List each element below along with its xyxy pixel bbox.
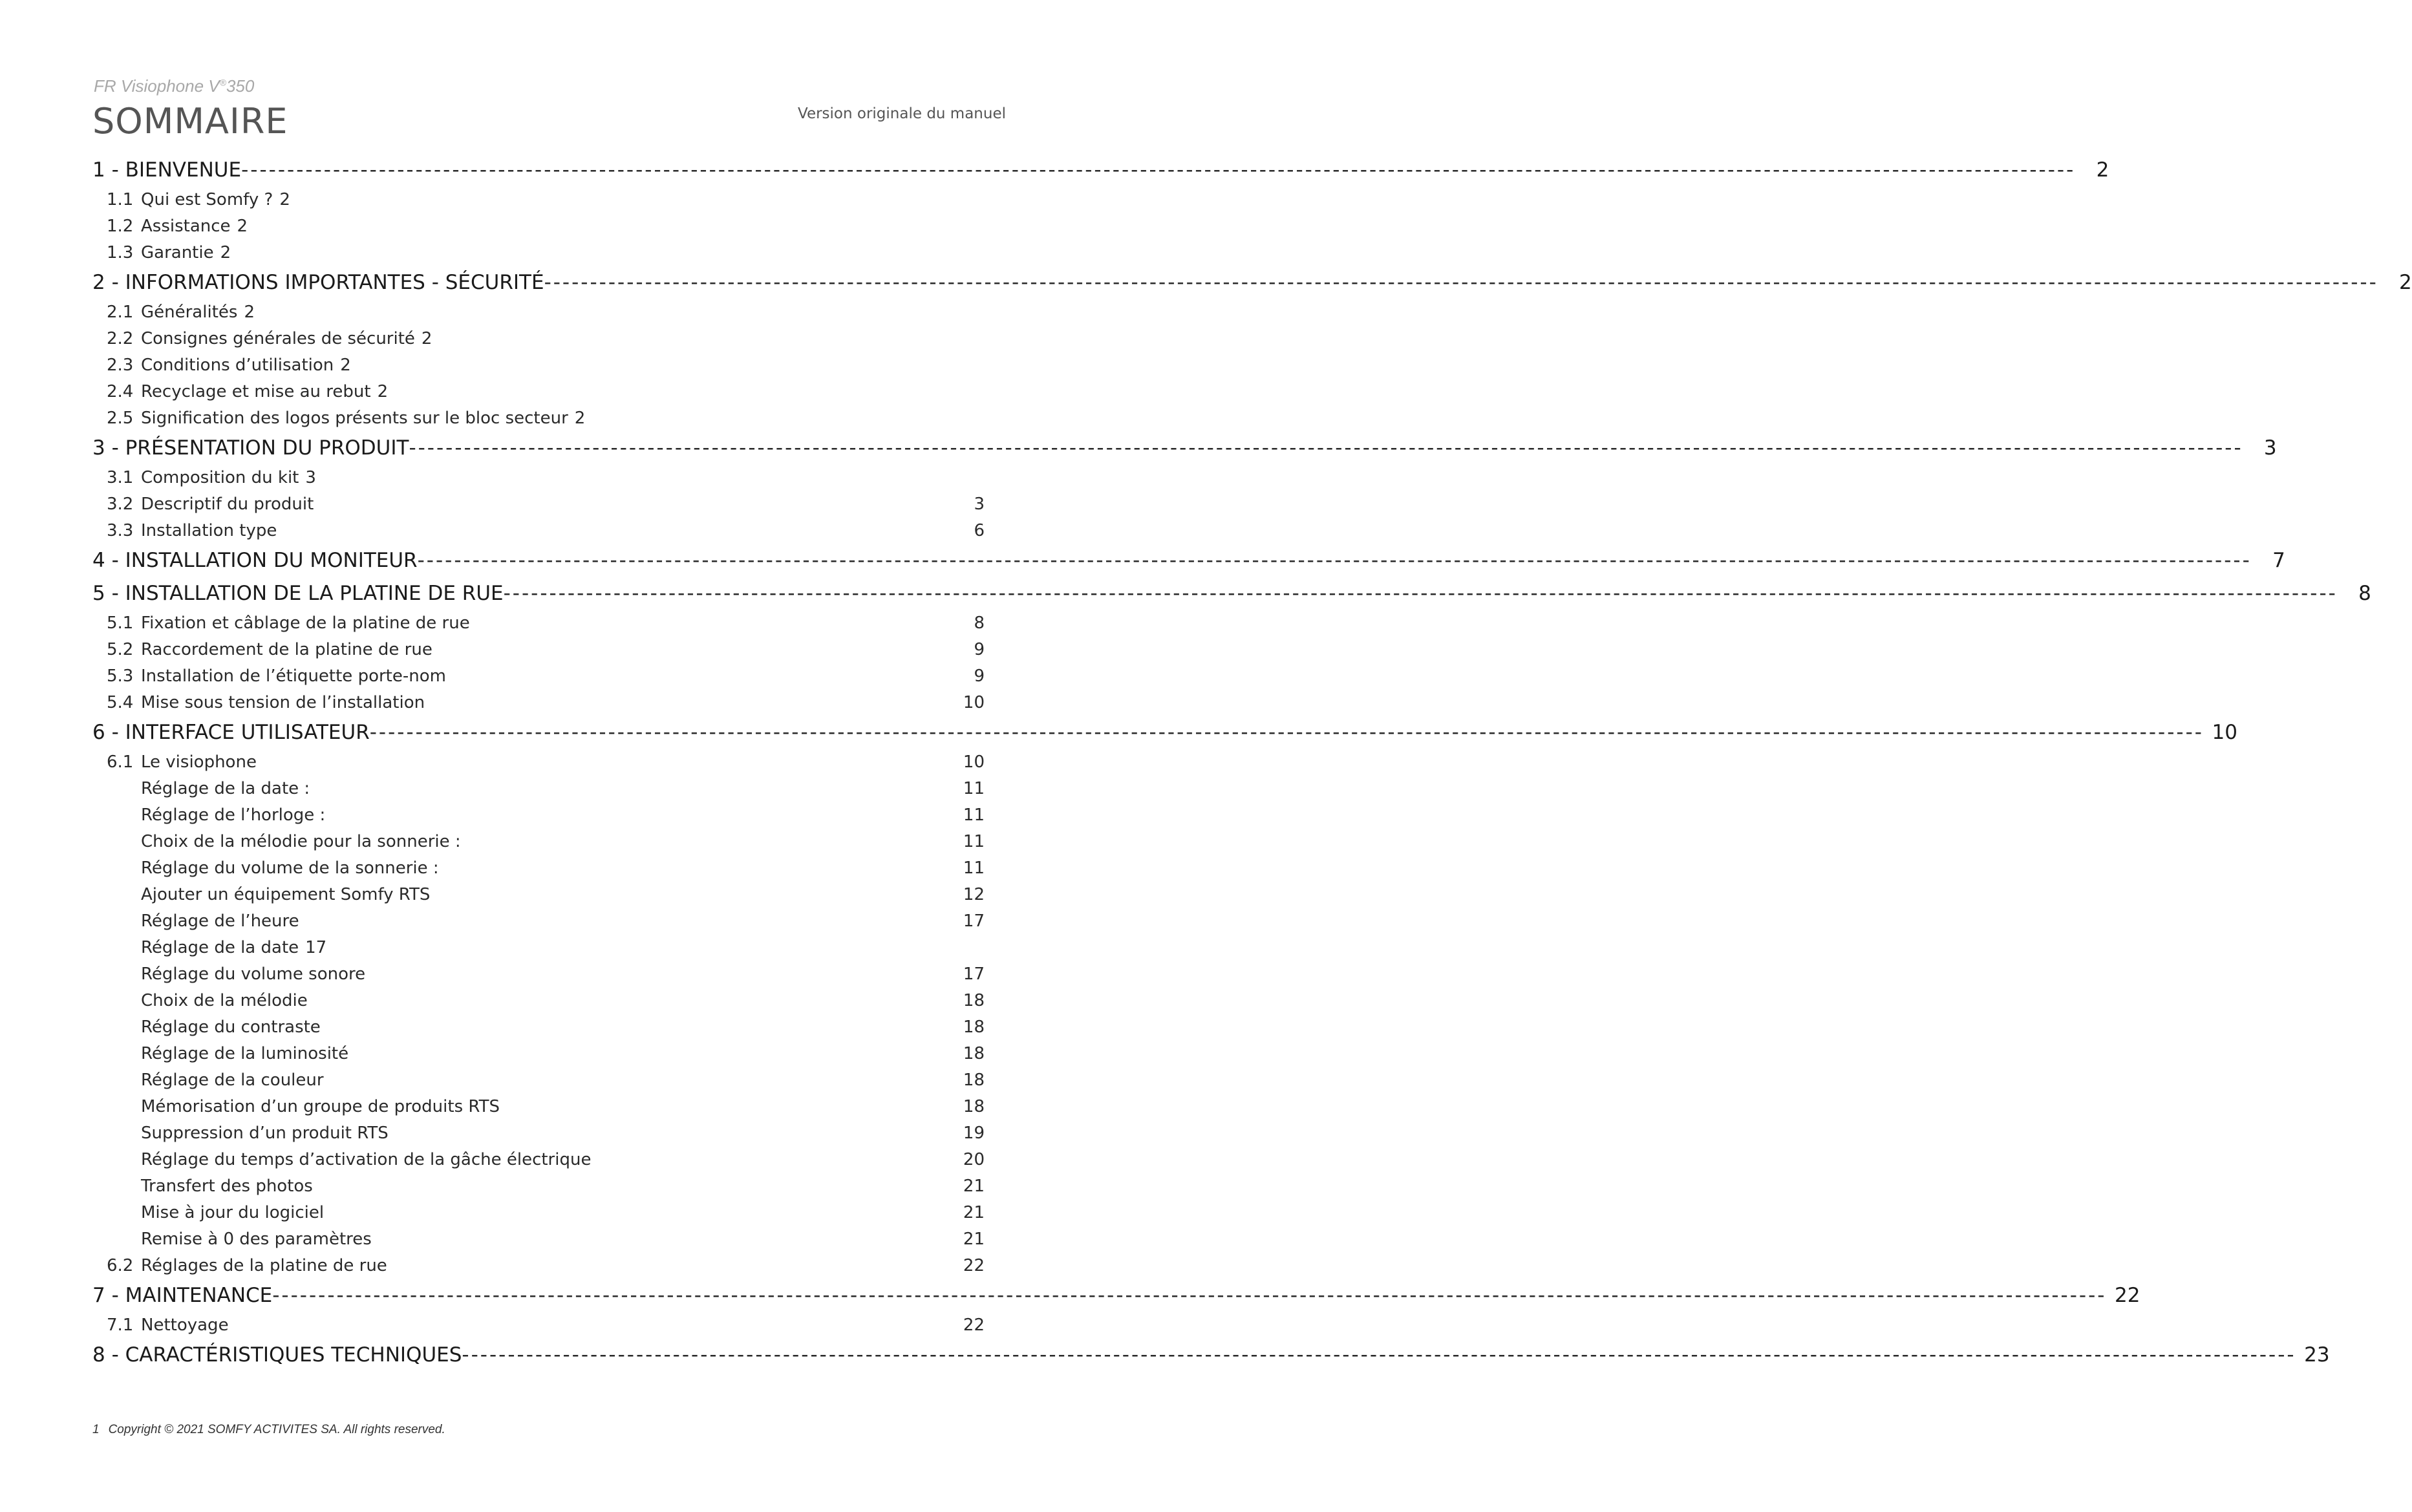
toc-page-number: 2 [340, 356, 351, 375]
toc-subsection-number: 5.2 [107, 640, 134, 659]
toc-page-number: 18 [963, 1044, 985, 1063]
page-footer [92, 1423, 445, 1437]
toc-page-number: 11 [963, 805, 985, 825]
toc-section-title: 2 - INFORMATIONS IMPORTANTES - SÉCURITÉ [92, 271, 544, 294]
toc-subsection-entry[interactable] [92, 1312, 985, 1339]
toc-subsection-title: Réglage du contraste [141, 1017, 321, 1037]
toc-subsection-title: Assistance [141, 217, 231, 236]
toc-subsection-entry[interactable] [92, 908, 985, 935]
toc-page-number: 2 [237, 217, 248, 236]
toc-page-number: 23 [2304, 1343, 2330, 1367]
toc-subsection-entry[interactable] [92, 610, 985, 637]
toc-page-number: 20 [963, 1150, 985, 1169]
toc-subsection-title: Réglage de la date : [141, 779, 310, 798]
toc-page-number: 2 [377, 382, 389, 401]
toc-page-number: 18 [963, 1070, 985, 1090]
toc-subsection-title: Conditions d’utilisation [141, 356, 334, 375]
version-note: Version originale du manuel [798, 105, 1006, 122]
toc-page-number: 22 [963, 1256, 985, 1275]
toc-page-number: 2 [2399, 271, 2412, 294]
toc-section-entry[interactable] [92, 154, 2109, 187]
toc-subsection-number: 5.1 [107, 613, 134, 633]
toc-subsection-entry[interactable] [92, 326, 985, 352]
toc-subsection-title: Fixation et câblage de la platine de rue [141, 613, 470, 633]
toc-dot-leader: -------------------------------------------------------------------------------------------------------------------------------------------------------------------------------------------------------- [409, 436, 2243, 460]
footer-page-number: 1 [92, 1423, 100, 1436]
toc-page-number: 2 [2096, 158, 2109, 182]
toc-section-title: 7 - MAINTENANCE [92, 1284, 273, 1307]
toc-subsection-entry[interactable] [92, 1094, 985, 1120]
toc-subsection-entry[interactable] [92, 802, 985, 829]
toc-subsection-number: 3.2 [107, 495, 134, 514]
toc-section-title: 6 - INTERFACE UTILISATEUR [92, 721, 370, 744]
toc-page-number: 2 [244, 303, 255, 322]
toc-subsection-title: Composition du kit [141, 468, 299, 487]
toc-page-number: 2 [574, 409, 586, 428]
toc-subsection-title: Le visiophone [141, 752, 257, 772]
toc-subsection-title: Installation type [141, 521, 277, 540]
toc-page-number: 8 [2358, 582, 2371, 605]
toc-section-entry[interactable] [92, 1279, 2140, 1312]
toc-subsection-title: Réglage de l’heure [141, 911, 299, 931]
toc-section-entry[interactable] [92, 716, 2237, 749]
toc-subsection-entry[interactable] [92, 663, 985, 690]
toc-subsection-entry[interactable] [92, 776, 985, 802]
toc-page-number: 17 [305, 938, 327, 957]
toc-subsection-title: Installation de l’étiquette porte-nom [141, 666, 446, 686]
toc-page-number: 6 [974, 521, 985, 540]
toc-page-number: 9 [974, 640, 985, 659]
toc-subsection-entry[interactable] [92, 1067, 985, 1094]
toc-subsection-title: Signification des logos présents sur le bloc secteur [141, 409, 568, 428]
toc-subsection-number: 2.1 [107, 303, 134, 322]
toc-subsection-entry[interactable] [92, 1014, 985, 1041]
toc-dot-leader: -------------------------------------------------------------------------------------------------------------------------------------------------------------------------------------------------------- [241, 158, 2076, 182]
toc-subsection-number: 2.3 [107, 356, 134, 375]
toc-subsection-title: Consignes générales de sécurité [141, 329, 415, 348]
toc-subsection-title: Garantie [141, 243, 214, 262]
toc-subsection-number: 1.1 [107, 190, 134, 209]
toc-page-number: 19 [963, 1123, 985, 1143]
toc-subsection-title: Réglage du volume de la sonnerie : [141, 858, 439, 878]
toc-subsection-title: Choix de la mélodie [141, 991, 308, 1010]
toc-subsection-entry[interactable] [92, 882, 985, 908]
toc-subsection-number: 1.3 [107, 243, 134, 262]
toc-page-number: 8 [974, 613, 985, 633]
toc-section-entry[interactable] [92, 1339, 2330, 1372]
toc-subsection-title: Mise sous tension de l’installation [141, 693, 425, 712]
toc-page-number: 18 [963, 1097, 985, 1116]
toc-page-number: 18 [963, 1017, 985, 1037]
toc-subsection-entry[interactable] [92, 829, 985, 855]
toc-subsection-entry[interactable] [92, 405, 985, 432]
toc-page-number: 11 [963, 858, 985, 878]
toc-page-number: 3 [974, 495, 985, 514]
toc-subsection-entry[interactable] [92, 187, 985, 213]
toc-subsection-number: 2.2 [107, 329, 134, 348]
toc-subsection-title: Réglage du volume sonore [141, 964, 366, 984]
toc-page-number: 21 [963, 1230, 985, 1249]
toc-page-number: 10 [963, 752, 985, 772]
toc-dot-leader: -------------------------------------------------------------------------------------------------------------------------------------------------------------------------------------------------------- [462, 1343, 2296, 1367]
toc-page-number: 10 [963, 693, 985, 712]
toc-subsection-title: Remise à 0 des paramètres [141, 1230, 372, 1249]
toc-section-entry[interactable] [92, 577, 2371, 610]
toc-subsection-title: Réglage de la luminosité [141, 1044, 349, 1063]
toc-page-number: 22 [963, 1315, 985, 1335]
toc-subsection-entry[interactable] [92, 690, 985, 716]
toc-page-number: 2 [279, 190, 290, 209]
toc-subsection-entry[interactable] [92, 518, 985, 544]
toc-page-number: 3 [2263, 436, 2277, 460]
toc-subsection-title: Réglage de la couleur [141, 1070, 324, 1090]
toc-subsection-entry[interactable] [92, 213, 985, 240]
toc-page-number: 22 [2115, 1284, 2140, 1307]
toc-page-number: 7 [2272, 549, 2285, 572]
toc-subsection-title: Ajouter un équipement Somfy RTS [141, 885, 431, 904]
toc-section-entry[interactable] [92, 266, 2412, 299]
toc-subsection-number: 7.1 [107, 1315, 134, 1335]
page-title: SOMMAIRE [92, 101, 288, 142]
toc-subsection-title: Mise à jour du logiciel [141, 1203, 325, 1222]
toc-subsection-entry[interactable] [92, 1200, 985, 1226]
toc-subsection-entry[interactable] [92, 637, 985, 663]
toc-subsection-entry[interactable] [92, 1120, 985, 1147]
toc-section-title: 1 - BIENVENUE [92, 158, 242, 182]
toc-page-number: 18 [963, 991, 985, 1010]
toc-subsection-title: Raccordement de la platine de rue [141, 640, 432, 659]
toc-subsection-number: 3.3 [107, 521, 134, 540]
toc-subsection-entry[interactable] [92, 935, 985, 961]
toc-subsection-title: Suppression d’un produit RTS [141, 1123, 389, 1143]
toc-subsection-title: Nettoyage [141, 1315, 229, 1335]
toc-subsection-entry[interactable] [92, 1173, 985, 1200]
toc-page-number: 10 [2212, 721, 2237, 744]
toc-section-title: 8 - CARACTÉRISTIQUES TECHNIQUES [92, 1343, 462, 1367]
toc-subsection-number: 6.1 [107, 752, 134, 772]
toc-page-number: 12 [963, 885, 985, 904]
toc-subsection-entry[interactable] [92, 855, 985, 882]
toc-page-number: 17 [963, 964, 985, 984]
toc-subsection-title: Transfert des photos [141, 1177, 313, 1196]
toc-page-number: 21 [963, 1203, 985, 1222]
toc-subsection-title: Réglage de la date [141, 938, 299, 957]
toc-subsection-entry[interactable] [92, 1226, 985, 1253]
toc-subsection-entry[interactable] [92, 749, 985, 776]
toc-section-title: 3 - PRÉSENTATION DU PRODUIT [92, 436, 409, 460]
toc-subsection-number: 5.3 [107, 666, 134, 686]
toc-page-number: 2 [421, 329, 432, 348]
toc-subsection-title: Réglage de l’horloge : [141, 805, 326, 825]
toc-subsection-entry[interactable] [92, 1147, 985, 1173]
toc-dot-leader: -------------------------------------------------------------------------------------------------------------------------------------------------------------------------------------------------------- [369, 721, 2204, 744]
toc-section-entry[interactable] [92, 544, 2285, 577]
toc-subsection-entry[interactable] [92, 379, 985, 405]
toc-subsection-entry[interactable] [92, 1041, 985, 1067]
toc-page-number: 11 [963, 832, 985, 851]
toc-dot-leader: -------------------------------------------------------------------------------------------------------------------------------------------------------------------------------------------------------- [272, 1284, 2107, 1307]
toc-page-number: 11 [963, 779, 985, 798]
document-reference: FR Visiophone V®350 [94, 76, 255, 96]
toc-subsection-number: 1.2 [107, 217, 134, 236]
toc-subsection-entry[interactable] [92, 988, 985, 1014]
toc-page-number: 17 [963, 911, 985, 931]
copyright-notice: Copyright © 2021 SOMFY ACTIVITES SA. All rights reserved. [108, 1423, 445, 1436]
toc-dot-leader: -------------------------------------------------------------------------------------------------------------------------------------------------------------------------------------------------------- [503, 582, 2338, 605]
toc-subsection-title: Généralités [141, 303, 238, 322]
toc-subsection-title: Recyclage et mise au rebut [141, 382, 371, 401]
toc-dot-leader: -------------------------------------------------------------------------------------------------------------------------------------------------------------------------------------------------------- [417, 549, 2252, 572]
toc-subsection-number: 2.4 [107, 382, 134, 401]
toc-page-number: 3 [305, 468, 316, 487]
toc-subsection-number: 2.5 [107, 409, 134, 428]
toc-page-number: 21 [963, 1177, 985, 1196]
toc-subsection-entry[interactable] [92, 352, 985, 379]
toc-page-number: 9 [974, 666, 985, 686]
toc-subsection-number: 6.2 [107, 1256, 134, 1275]
toc-section-entry[interactable] [92, 432, 2277, 465]
toc-subsection-number: 5.4 [107, 693, 134, 712]
toc-subsection-number: 3.1 [107, 468, 134, 487]
toc-subsection-entry[interactable] [92, 299, 985, 326]
toc-page-number: 2 [220, 243, 231, 262]
toc-subsection-title: Qui est Somfy ? [141, 190, 273, 209]
toc-subsection-title: Réglage du temps d’activation de la gâche électrique [141, 1150, 592, 1169]
toc-subsection-title: Descriptif du produit [141, 495, 314, 514]
toc-subsection-title: Mémorisation d’un groupe de produits RTS [141, 1097, 500, 1116]
toc-section-title: 4 - INSTALLATION DU MONITEUR [92, 549, 418, 572]
toc-subsection-title: Réglages de la platine de rue [141, 1256, 387, 1275]
toc-subsection-title: Choix de la mélodie pour la sonnerie : [141, 832, 461, 851]
toc-subsection-entry[interactable] [92, 1253, 985, 1279]
toc-subsection-entry[interactable] [92, 240, 985, 266]
toc-dot-leader: -------------------------------------------------------------------------------------------------------------------------------------------------------------------------------------------------------- [544, 271, 2378, 294]
table-of-contents [92, 154, 2412, 1372]
toc-subsection-entry[interactable] [92, 961, 985, 988]
toc-subsection-entry[interactable] [92, 491, 985, 518]
toc-section-title: 5 - INSTALLATION DE LA PLATINE DE RUE [92, 582, 504, 605]
toc-subsection-entry[interactable] [92, 465, 985, 491]
